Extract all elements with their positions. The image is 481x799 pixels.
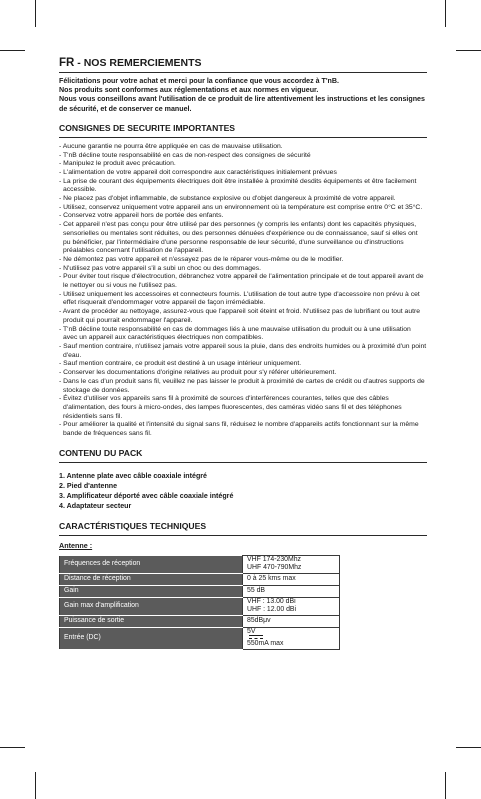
spec-value: 85dBμv [243,615,340,627]
crop-mark [456,747,481,748]
specs-section-title: CARACTÉRISTIQUES TECHNIQUES [59,520,207,531]
spec-value-line: VHF : 13.00 dBi [247,597,296,605]
safety-item: - Évitez d'utiliser vos appareils sans fil à proximité de sources d'interférences courantes, telles que des câbles d'alimentation, des fours à micro-ondes, des lampes fluorescentes, des caméras vidéo sans fil et des téléphones résidentiels sans fil. [59,395,402,420]
table-row [60,597,340,615]
specs-table [59,555,340,650]
safety-item: - Ne démontez pas votre appareil et n'essayez pas de le réparer vous-même ou de le modifier. [59,255,344,263]
spec-value-line: UHF : 12.00 dBi [247,606,297,614]
safety-item: - T'nB décline toute responsabilité en cas de dommages liés à une mauvaise utilisation du produit ou à une utilisation avec un appareil aux caractéristiques électriques non compatibles. [59,325,411,342]
safety-item: - La prise de courant des équipements électriques doit être installée à proximité desdits équipements et être facilement accessible. [59,177,417,194]
safety-item: - Pour améliorer la qualité et l'intensité du signal sans fil, réduisez le nombre d'appareils actifs fonctionnant sur la même bande de fréquences sans fil. [59,421,419,438]
safety-item: - T'nB décline toute responsabilité en cas de non-respect des consignes de sécurité [59,151,311,159]
section-rule [59,535,427,536]
pack-item: 3. Amplificateur déporté avec câble coaxiale intégré [59,492,234,501]
safety-item: - Cet appareil n'est pas conçu pour être utilisé par des personnes (y compris les enfants) dont les capacités physiques, sensorielles ou mentales sont réduites, ou des personnes dénuées d'expérience ou de connaissance, sauf si elles ont pu bénéficier, par l'intermédiaire d'une personne responsable de leur sécurité, d'une surveillance ou d'instructions préalables concernant l'utilisation de l'appareil. [59,221,418,255]
spec-value: 0 à 25 kms max [243,573,340,585]
table-row [60,555,340,573]
crop-mark [445,772,446,799]
safety-item: - L'alimentation de votre appareil doit correspondre aux caractéristiques initialement prévues [59,168,337,176]
spec-label: Puissance de sortie [60,615,243,627]
spec-label: Fréquences de réception [60,555,243,573]
table-row [60,585,340,597]
spec-voltage: 5V [247,627,256,635]
spec-value [243,597,340,615]
intro-text [59,77,427,114]
title-rule [59,72,427,73]
safety-item: - Utilisez uniquement les accessoires et connecteurs fournis. L'utilisation de tout autre type d'accessoire non prévu à cet effet risquerait d'endommager votre appareil de façon irrémédiable. [59,290,420,307]
pack-item: 1. Antenne plate avec câble coaxiale intégré [59,471,207,480]
dc-symbol-icon [249,635,263,639]
intro-line: Nous vous conseillons avant l'utilisation de ce produit de lire attentivement les instructions et les consignes de sécurité, et de conserver ce manuel. [59,95,425,113]
page-title [59,57,427,69]
intro-line: Nos produits sont conformes aux réglementations et aux normes en vigueur. [59,86,319,95]
safety-item: - N'utilisez pas votre appareil s'il a subi un choc ou des dommages. [59,264,262,272]
spec-value [243,627,340,649]
crop-mark [35,0,36,27]
section-rule [59,462,427,463]
spec-label: Gain [60,585,243,597]
safety-item: - Sauf mention contraire, n'utilisez jamais votre appareil sous la pluie, dans des endroits humides ou à proximité d'un point d'eau. [59,342,427,359]
safety-item: - Aucune garantie ne pourra être appliquée en cas de mauvaise utilisation. [59,142,283,150]
spec-label: Entrée (DC) [60,627,243,649]
safety-item: - Manipulez le produit avec précaution. [59,160,176,168]
spec-value-line: UHF 470-790Mhz [247,564,302,572]
table-row [60,573,340,585]
safety-item: - Conservez votre appareil hors de portée des enfants. [59,212,224,220]
crop-mark [0,50,25,51]
specs-subtitle: Antenne : [59,540,93,550]
spec-current: 550mA max [247,640,284,648]
pack-item: 4. Adaptateur secteur [59,502,132,511]
section-rule [59,137,427,138]
spec-label: Distance de réception [60,573,243,585]
intro-line: Félicitations pour votre achat et merci pour la confiance que vous accordez à T'nB. [59,77,339,85]
safety-item: - Sauf mention contraire, ce produit est destiné à un usage intérieur uniquement. [59,360,302,368]
spec-value [243,555,340,573]
crop-mark [0,747,25,748]
spec-value: 55 dB [243,585,340,597]
table-row [60,615,340,627]
safety-item: - Conserver les documentations d'origine relatives au produit pour s'y référer ultérieurement. [59,369,337,377]
crop-mark [456,50,481,51]
table-row [60,627,340,649]
spec-value-line: VHF 174-230Mhz [247,555,302,563]
crop-mark [445,0,446,27]
safety-list [59,143,427,439]
pack-list [59,471,427,512]
spec-label: Gain max d'amplification [60,597,243,615]
safety-section-title: CONSIGNES DE SECURITE IMPORTANTES [59,122,236,133]
title-text: NOS REMERCIEMENTS [83,57,202,69]
pack-section-title: CONTENU DU PACK [59,447,143,458]
safety-item: - Ne placez pas d'objet inflammable, de substance explosive ou d'objet dangereux à proximité de votre appareil. [59,195,396,203]
manual-page [59,57,427,650]
pack-item: 2. Pied d'antenne [59,481,118,490]
safety-item: - Dans le cas d'un produit sans fil, veuillez ne pas laisser le produit à proximité de cartes de crédit ou d'autres supports de stockage de données. [59,377,425,394]
language-code: FR [59,57,75,69]
crop-mark [35,772,36,799]
safety-item: - Utilisez, conservez uniquement votre appareil ans un environnement où la température est comprise entre 0°C et 35°C. [59,203,423,211]
safety-item: - Avant de procéder au nettoyage, assurez-vous que l'appareil soit éteint et froid. N'utilisez pas de lubrifiant ou tout autre produit qui pourrait endommager l'appareil. [59,308,421,324]
title-separator: - [77,57,81,69]
safety-item: - Pour éviter tout risque d'électrocution, débranchez votre appareil de l'alimentation principale et de tout appareil avant de le nettoyer ou si vous ne l'utilisez pas. [59,273,424,290]
